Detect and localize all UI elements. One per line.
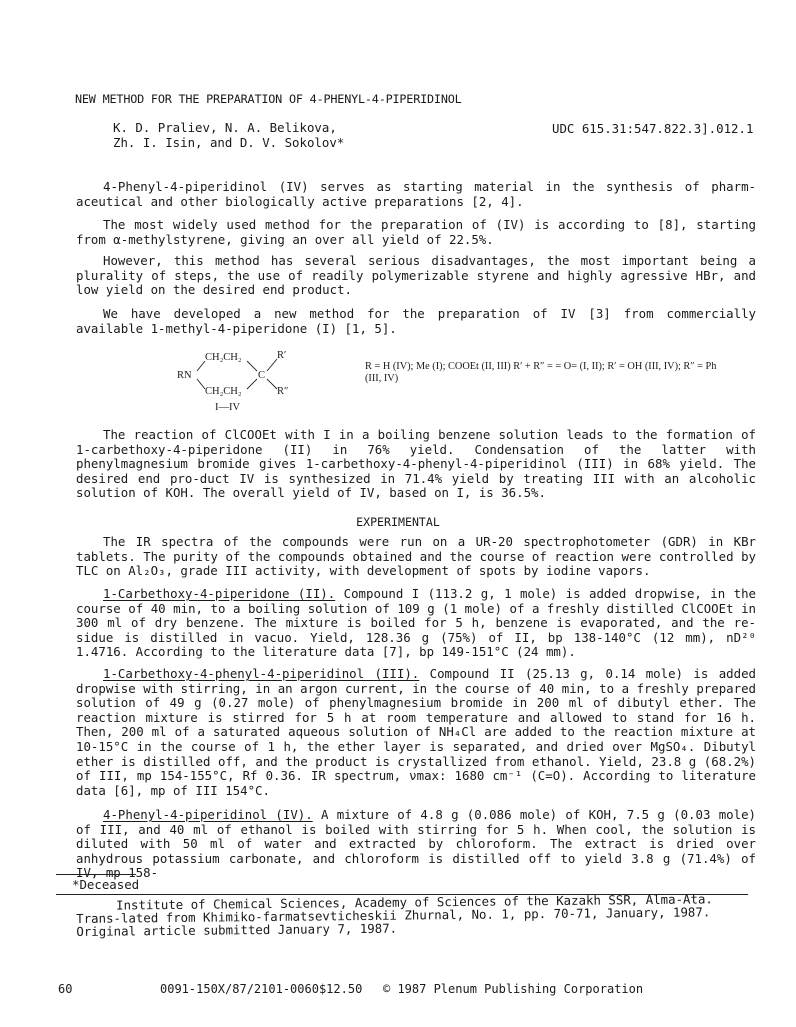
synthesis-ii-body: Compound I (113.2 g, 1 mole) is added dropwise, in the course of 40 min, to a boiling solution of 109 g (1 mole) of a freshly distilled ClCOOEt in 300 ml of dry benzene. The mixture is boiled for 5 h, benzene is evaporated, and the re-sidue is distilled in vacuo. Yield, 128.36 g (75%) of II, bp 138-140°C (12 mm), nD²⁰ 1.4716. According to the literature data [7], bp 149-151°C (24 mm).: [76, 586, 756, 660]
results-paragraph-text: The reaction of ClCOOEt with I in a boiling benzene solution leads to the formation of 1-carbethoxy-4-piperidone (II) in 76% yield. Condensation of the latter with phenylmagnesium bromide gives 1-carbethoxy-4-phenyl-4-piperidinol (III) in 68% yield. The desired end pro-duct IV is synthesized in 71.4% yield by treating III with an alcoholic solution of KOH. The overall yield of IV, based on I, is 36.5%.: [76, 427, 756, 501]
formula-r-prime: R′: [277, 350, 287, 361]
formula-compound-range: I—IV: [215, 402, 241, 413]
synthesis-ii-title: 1-Carbethoxy-4-piperidone (II).: [103, 586, 336, 601]
formula-bonds: [175, 345, 320, 415]
publication-code: 0091-150X/87/2101-0060$12.50: [160, 982, 363, 996]
authors-line-1: K. D. Praliev, N. A. Belikova,: [113, 120, 337, 135]
synthesis-iii-title: 1-Carbethoxy-4-phenyl-4-piperidinol (III).: [103, 666, 420, 681]
intro-paragraph-2-text: The most widely used method for the preparation of (IV) is according to [8], starting from α-methylstyrene, giving an over all yield of 22.5%.: [76, 217, 756, 247]
formula-lower-chain: CH₂CH₂: [205, 386, 242, 397]
intro-paragraph-3-text: However, this method has several serious disadvantages, the most important being a plurality of steps, the use of readily polymerizable styrene and highly agressive HBr, and low yield on the desired end product.: [76, 253, 756, 298]
synthesis-iii-paragraph: [76, 667, 756, 798]
synthesis-iv-title: 4-Phenyl-4-piperidinol (IV).: [103, 807, 313, 822]
experimental-heading: EXPERIMENTAL: [356, 515, 440, 529]
synthesis-ii-paragraph: [76, 587, 756, 660]
intro-paragraph-2: [76, 218, 756, 247]
intro-paragraph-1-text: 4-Phenyl-4-piperidinol (IV) serves as starting material in the synthesis of pharm-aceutical and other biologically active preparations [2, 4].: [76, 179, 756, 209]
formula-carbon: C: [258, 370, 266, 381]
synthesis-iv-body: A mixture of 4.8 g (0.086 mole) of KOH, 7.5 g (0.03 mole) of III, and 40 ml of ethanol is boiled with stirring for 5 h. When cool, the solution is diluted with 50 ml of water and extracted by chloroform. The extract is dried over anhydrous potassium carbonate, and chloroform is distilled off to yield 3.8 g (71.4%) of IV, mp 158-: [76, 807, 757, 881]
structural-formula: [175, 345, 320, 415]
formula-upper-chain: CH₂CH₂: [205, 352, 242, 363]
intro-paragraph-1: [76, 180, 756, 209]
intro-paragraph-4-text: We have developed a new method for the preparation of IV [3] from commercially available 1-methyl-4-piperidone (I) [1, 5].: [76, 306, 756, 336]
intro-paragraph-4: [76, 307, 756, 336]
article-title: NEW METHOD FOR THE PREPARATION OF 4-PHENYL-4-PIPERIDINOL: [75, 92, 462, 106]
ir-methods-paragraph: [76, 535, 756, 579]
intro-paragraph-3: [76, 254, 756, 298]
udc-code: UDC 615.31:547.822.3].012.1: [552, 121, 754, 136]
copyright-notice: © 1987 Plenum Publishing Corporation: [383, 982, 644, 996]
synthesis-iii-body: Compound II (25.13 g, 0.14 mole) is added dropwise with stirring, in an argon current, in the course of 40 min, to a freshly prepared solution of 49 g (0.27 mole) of phenylmagnesium bromide in 200 ml of dibutyl ether. The reaction mixture is stirred for 5 h at room temperature and allowed to stand for 16 h. Then, 200 ml of a saturated aqueous solution of NH₄Cl are added to the reaction mixture at 10-15°C in the course of 1 h, the ether layer is separated, and dried over MgSO₄. Dibutyl ether is distilled off, and the product is crystallized from ethanol. Yield, 23.8 g (68.2%) of III, mp 154-155°C, Rf 0.36. IR spectrum, νmax: 1680 cm⁻¹ (C=O). According to literature data [6], mp of III 154°C.: [76, 666, 757, 798]
formula-rn: RN: [177, 370, 192, 381]
page-number: 60: [58, 982, 73, 996]
results-paragraph: [76, 428, 756, 501]
affiliation-text: Institute of Chemical Sciences, Academy of Sciences of the Kazakh SSR, Alma-Ata. Trans-lated from Khimiko-farmatsevticheskii Zhurnal, No. 1, pp. 70-71, January, 1987. Original article submitted January 7, 1987.: [76, 891, 713, 939]
authors-line-2: Zh. I. Isin, and D. V. Sokolov*: [113, 135, 345, 150]
author-list: [113, 120, 344, 150]
affiliation-note: [76, 892, 756, 938]
deceased-footnote: *Deceased: [72, 877, 140, 892]
ir-methods-text: The IR spectra of the compounds were run on a UR-20 spectrophotometer (GDR) in KBr tablets. The purity of the compounds obtained and the course of reaction were controlled by TLC on Al₂O₃, grade III activity, with development of spots by iodine vapors.: [76, 534, 756, 579]
footnote-rule: [56, 874, 136, 875]
formula-r-double-prime: R″: [277, 386, 289, 397]
formula-legend: R = H (IV); Me (I); COOEt (II, III) R′ + R″ = = O= (I, II); R′ = OH (III, IV); R″ = Ph (III, IV): [365, 361, 717, 384]
synthesis-iv-paragraph: [76, 808, 756, 881]
